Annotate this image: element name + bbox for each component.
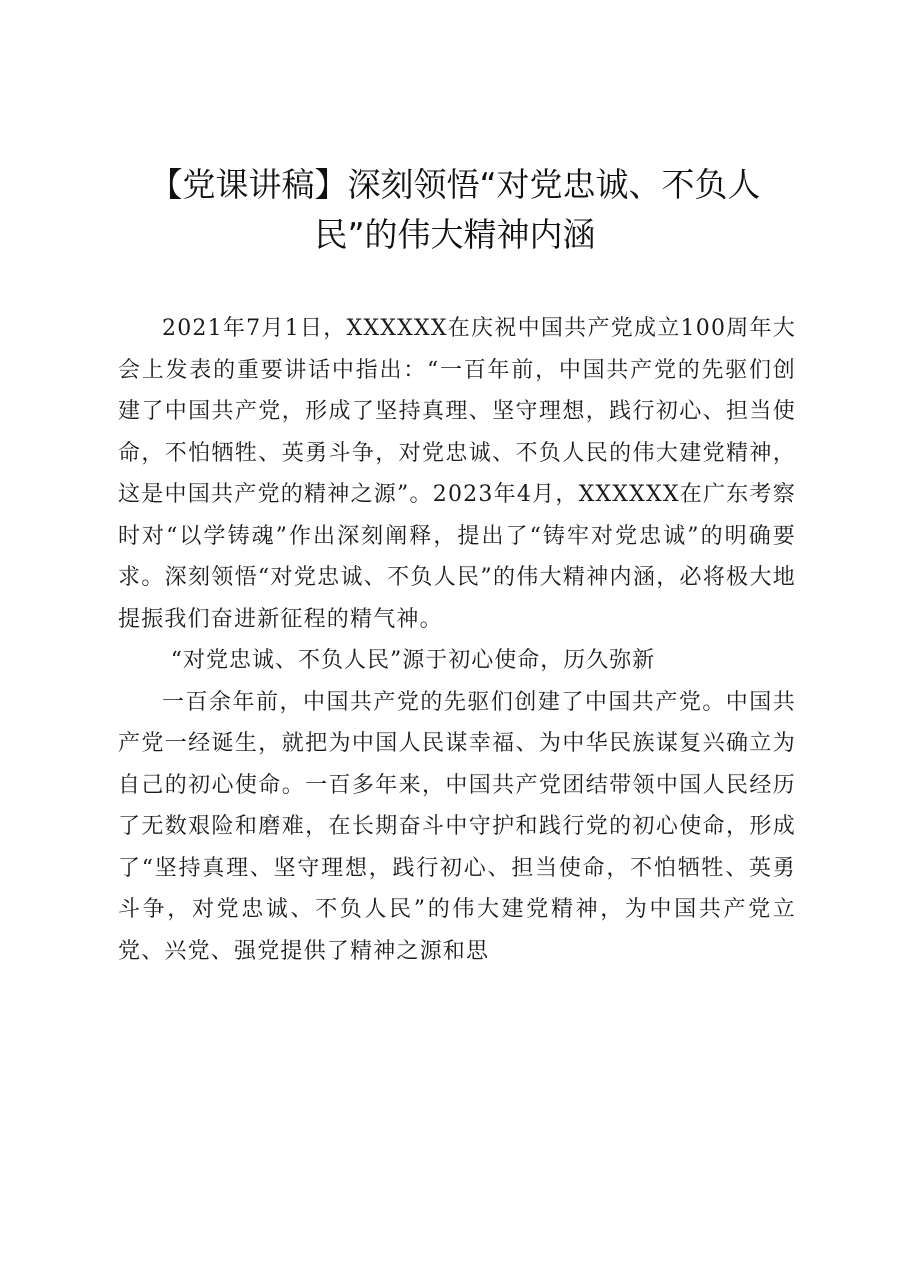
section-subheading: “对党忠诚、不负人民”源于初心使命，历久弥新 — [170, 648, 656, 673]
body-paragraph: 2021年7月1日，XXXXXX在庆祝中国共产党成立100周年大会上发表的重要讲话中指出：“一百年前，中国共产党的先驱们创建了中国共产党，形成了坚持真理、坚守理想，践行初心、担当使命，不怕牺牲、英勇斗争，对党忠诚、不负人民的伟大建党精神，这是中国共产党的精神之源”。2023年4月，XXXXXX在广东考察时对“以学铸魂”作出深刻阐释，提出了“铸牢对党忠诚”的明确要求。深刻领悟“对党忠诚、不负人民”的伟大精神内涵，必将极大地提振我们奋进新征程的精气神。 — [118, 316, 796, 632]
document-body — [118, 308, 796, 972]
document-title: 【党课讲稿】深刻领悟“对党忠诚、不负人民”的伟大精神内涵 — [149, 165, 761, 254]
body-paragraph: 一百余年前，中国共产党的先驱们创建了中国共产党。中国共产党一经诞生，就把为中国人民谋幸福、为中华民族谋复兴确立为自己的初心使命。一百多年来，中国共产党团结带领中国人民经历了无数艰险和磨难，在长期奋斗中守护和践行党的初心使命，形成了“坚持真理、坚守理想，践行初心、担当使命，不怕牺牲、英勇斗争，对党忠诚、不负人民”的伟大建党精神，为中国共产党立党、兴党、强党提供了精神之源和思 — [118, 689, 796, 964]
